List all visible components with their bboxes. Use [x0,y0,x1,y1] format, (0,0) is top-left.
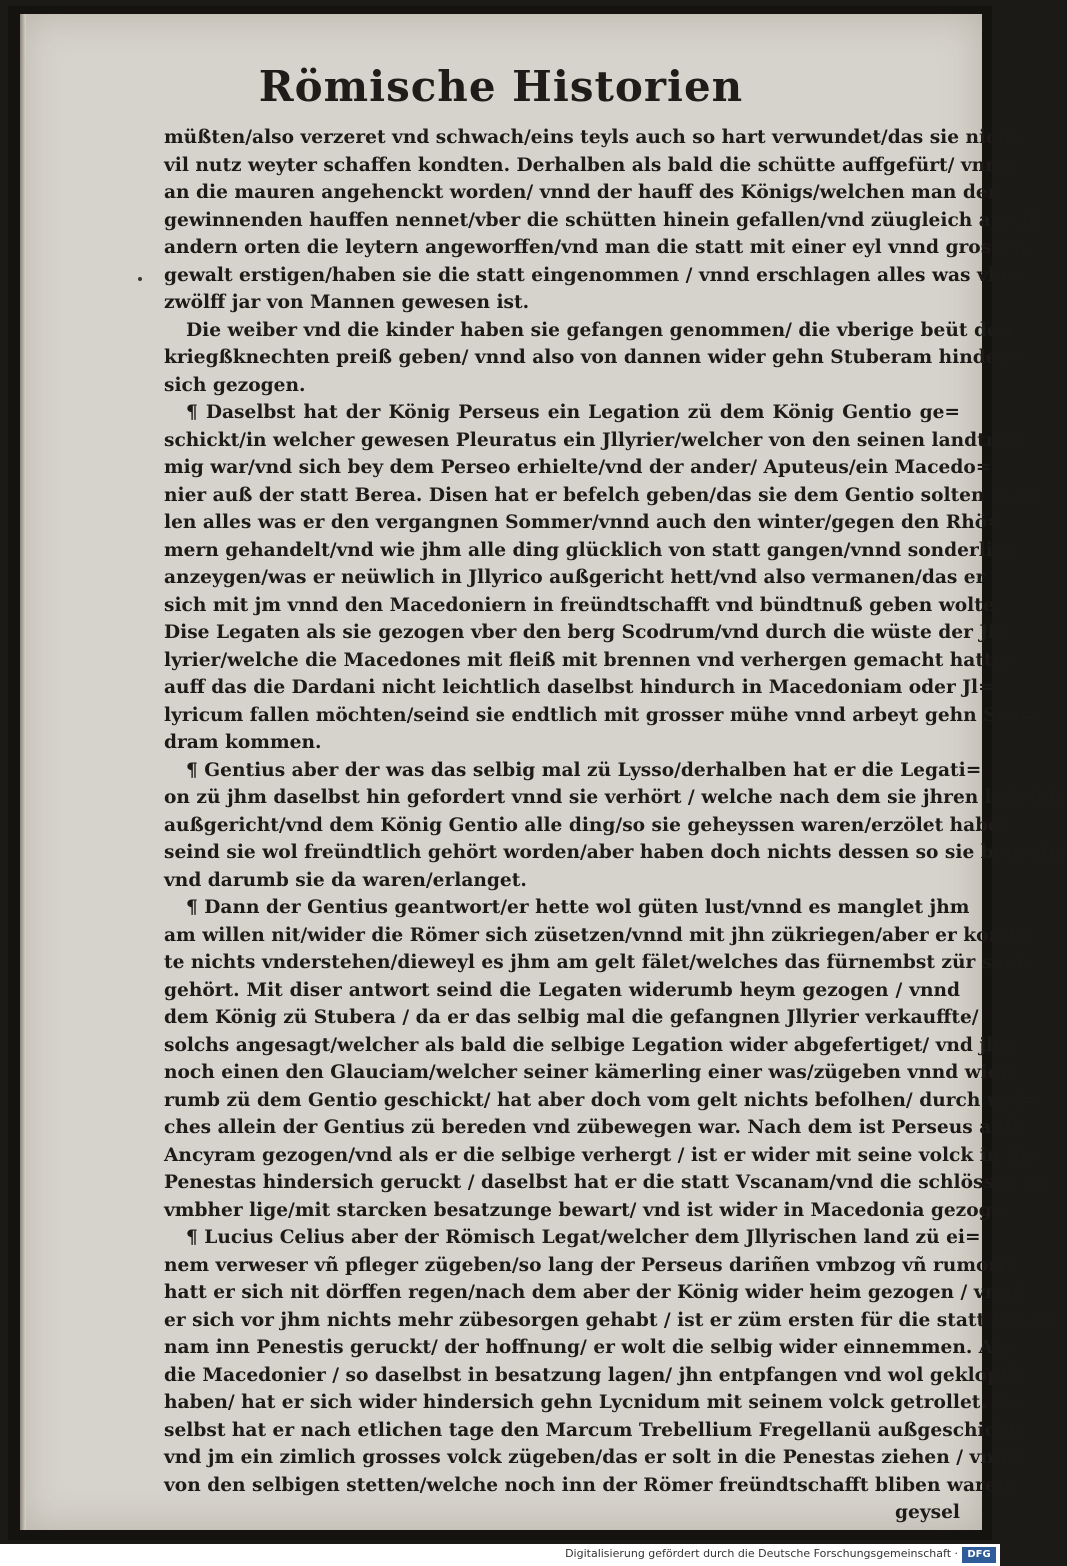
text-line: dram kommen. [164,732,322,753]
text-line: am willen nit/wider die Römer sich züsetzen/vnnd mit jhn zükriegen/aber er kond= [164,924,1031,946]
text-line: auff das die Dardani nicht leichtlich daselbst hindurch in Macedoniam oder Jl= [164,677,994,698]
text-line: te nichts vnderstehen/dieweyl es jhm am gelt fälet/welches das fürnembst zür sach [164,952,1030,973]
text-line: kriegßknechten preiß geben/ vnnd also von dannen wider gehn Stuberam hinder= [164,347,1023,368]
text-line: mern gehandelt/vnd wie jhm alle ding glücklich von statt gangen/vnnd sonderlich [164,539,1018,561]
text-line: müßten/also verzeret vnd schwach/eins teyls auch so hart verwundet/das sie nichs [164,127,1022,148]
text-line: sich mit jm vnnd den Macedoniern in freündtschafft vnd bündtnuß geben wolte. [164,594,1002,616]
text-line: ches allein der Gentius zü bereden vnd zübewegen war. Nach dem ist Perseus auff [164,1117,1021,1138]
text-line: gewinnenden hauffen nennet/vber die schütten hinein gefallen/vnd züugleich an vil [164,209,1036,231]
text-line: on zü jhm daselbst hin gefordert vnnd sie verhört / welche nach dem sie jhren befelch [164,787,1062,808]
body-text [164,124,1067,1527]
funding-notice: Digitalisierung gefördert durch die Deutsche Forschungsgemeinschaft · [565,1547,958,1560]
text-line: solchs angesagt/welcher als bald die selbige Legation wider abgefertiget/ vnd jhn [164,1034,1014,1056]
text-line: gewalt erstigen/haben sie die statt eingenommen / vnnd erschlagen alles was vber [164,264,1023,286]
text-line: mig war/vnd sich bey dem Perseo erhielte/vnd der ander/ Aputeus/ein Macedo= [164,457,992,478]
dfg-logo: DFG [962,1547,996,1563]
running-head: Römische Historien [258,62,744,111]
text-line: anzeygen/was er neüwlich in Jllyrico außgericht hett/vnd also vermanen/das er [164,567,986,588]
text-line: Penestas hindersich geruckt / daselbst hat er die statt Vscanam/vnd die schlösser so [164,1172,1045,1193]
footer-bar [0,1544,1000,1566]
text-line: vil nutz weyter schaffen kondten. Derhalben als bald die schütte auffgefürt/ vnnd [164,154,1012,176]
text-line: nam inn Penestis geruckt/ der hoffnung/ er wolt die selbig wider einnemmen. Als [164,1337,1011,1358]
text-line: lyricum fallen möchten/seind sie endtlich mit grosser mühe vnnd arbeyt gehn Sco= [164,704,1036,726]
text-line: Ancyram gezogen/vnd als er die selbige verhergt / ist er wider mit seine volck in die [164,1144,1039,1166]
text-line: er sich vor jhm nichts mehr zübesorgen gehabt / ist er züm ersten für die statt Vsca= [164,1309,1056,1331]
text-line: von den selbigen stetten/welche noch inn der Römer freündtschafft bliben waren/ [164,1474,1017,1496]
text-line: nier auß der statt Berea. Disen hat er befelch geben/das sie dem Gentio solten erzö [164,484,1036,506]
text-line: lyrier/welche die Macedones mit fleiß mit brennen vnd verhergen gemacht hatte/ [164,649,1012,671]
text-line: zwölff jar von Mannen gewesen ist. [164,292,530,313]
text-line: Die weiber vnd die kinder haben sie gefangen genommen/ die vberige beüt den [186,319,1013,341]
text-line: ¶ Dann der Gentius geantwort/er hette wol güten lust/vnnd es manglet jhm [186,897,970,918]
text-line: rumb zü dem Gentio geschickt/ hat aber doch vom gelt nichts befolhen/ durch wel= [164,1089,1038,1111]
text-line: Dise Legaten als sie gezogen vber den berg Scodrum/vnd durch die wüste der Jl= [164,622,1011,643]
text-line: die Macedonier / so daselbst in besatzung lagen/ jhn entpfangen vnd wol geklopfft [164,1364,1024,1386]
text-line: schickt/in welcher gewesen Pleuratus ein Jllyrier/welcher von den seinen landtreü [164,429,1021,451]
text-line: vmbher lige/mit starcken besatzunge bewart/ vnd ist wider in Macedonia gezoge. [164,1199,1010,1221]
text-line: sich gezogen. [164,374,306,396]
text-line: len alles was er den vergangnen Sommer/vnnd auch den winter/gegen den Rhö= [164,512,1003,533]
text-line: andern orten die leytern angeworffen/vnd man die statt mit einer eyl vnnd grossen [164,237,1027,258]
text-line: dem König zü Stubera / da er das selbig mal die gefangnen Jllyrier verkauffte/ [164,1007,979,1028]
text-line: an die mauren angehenckt worden/ vnnd der hauff des Königs/welchen man den [164,182,1002,203]
text-line: noch einen den Glauciam/welcher seiner kämerling einer was/zügeben vnnd wide [164,1062,1013,1083]
text-line: selbst hat er nach etlichen tage den Marcum Trebellium Fregellanü außgeschickt/ [164,1419,1025,1441]
text-line: haben/ hat er sich wider hindersich gehn Lycnidum mit seinem volck getrollet. Da [164,1392,1022,1413]
text-line: vnd darumb sie da waren/erlanget. [164,869,527,891]
text-line: ¶ Gentius aber der was das selbig mal zü Lysso/derhalben hat er die Legati= [186,759,982,781]
text-line: ¶ Lucius Celius aber der Römisch Legat/welcher dem Jllyrischen land zü ei= [186,1227,981,1248]
text-line: seind sie wol freündtlich gehört worden/aber haben doch nichts dessen so sie begerte/ [164,842,1067,863]
page-edge [20,14,26,1530]
text-line: gehört. Mit diser antwort seind die Legaten widerumb heym gezogen / vnnd [164,979,960,1001]
text-line: nem verweser vñ pfleger zügeben/so lang der Perseus dariñen vmbzog vñ rumort/ [164,1254,1014,1276]
text-line: vnd jm ein zimlich grosses volck zügeben/das er solt in die Penestas ziehen / vnnd [164,1447,1021,1468]
ink-speck [138,277,142,281]
text-line: außgericht/vnd dem König Gentio alle ding/so sie geheyssen waren/erzölet habe/ [164,814,1007,836]
book-page [20,14,1067,1530]
text-line: hatt er sich nit dörffen regen/nach dem aber der König wider heim gezogen / vnnd [164,1282,1025,1303]
text-line: ¶ Daselbst hat der König Perseus ein Legation zü dem König Gentio ge= [186,402,960,423]
catchword: geysel [895,1502,960,1523]
